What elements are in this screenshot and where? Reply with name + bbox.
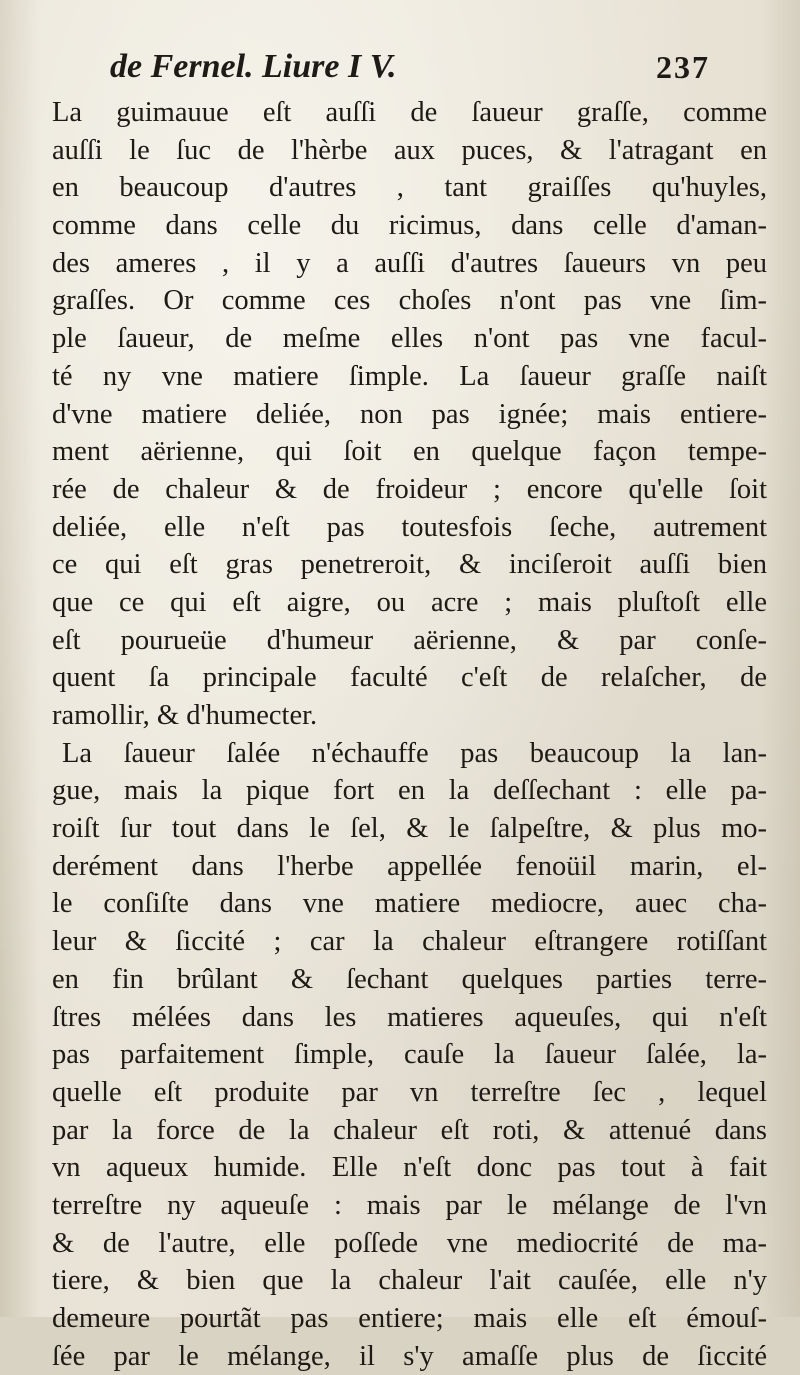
paragraph-end-line: ramollir, & d'humecter.	[52, 700, 318, 731]
text-line: en fin brûlant & ſechant quelques parties terre-	[52, 963, 767, 995]
text-line: quent ſa principale faculté c'eſt de relaſcher, de	[52, 662, 767, 694]
running-header	[110, 42, 710, 92]
text-line: que ce qui eſt aigre, ou acre ; mais pluſtoſt elle	[52, 586, 767, 618]
text-line: des ameres , il y a auſſi d'autres ſaueurs vn peu	[52, 247, 767, 279]
running-title: de Fernel. Liure I V.	[110, 48, 397, 85]
text-line: par la force de la chaleur eſt roti, & attenué dans	[52, 1114, 767, 1146]
text-line: ſtres mélées dans les matieres aqueuſes, qui n'eſt	[52, 1001, 767, 1033]
text-line: ple ſaueur, de meſme elles n'ont pas vne facul-	[52, 323, 767, 355]
page-number: 237	[656, 49, 710, 85]
text-line: demeure pourtãt pas entiere; mais elle eſt émouſ-	[52, 1303, 767, 1334]
text-line: terreſtre ny aqueuſe : mais par le mélange de l'vn	[52, 1189, 767, 1221]
text-line: deliée, elle n'eſt pas toutesfois ſeche, autrement	[52, 511, 767, 543]
text-line: en beaucoup d'autres , tant graiſſes qu'huyles,	[52, 172, 767, 204]
text-line: auſſi le ſuc de l'hèrbe aux puces, & l'atragant en	[52, 134, 767, 166]
text-line: tiere, & bien que la chaleur l'ait cauſée, elle n'y	[52, 1265, 767, 1297]
text-line: eſt pourueüe d'humeur aërienne, & par conſe-	[52, 624, 767, 656]
text-line: & de l'autre, elle poſſede vne mediocrité de ma-	[52, 1227, 767, 1259]
text-line: comme dans celle du ricimus, dans celle d'aman-	[52, 210, 767, 242]
text-line: té ny vne matiere ſimple. La ſaueur graſſe naiſt	[52, 360, 767, 392]
text-line: ſée par le mélange, il s'y amaſſe plus de ſiccité	[52, 1340, 767, 1372]
text-line: ment aërienne, qui ſoit en quelque façon tempe-	[52, 436, 767, 468]
paragraph-start-line: La ſaueur ſalée n'échauffe pas beaucoup la lan-	[62, 737, 767, 769]
text-line: vn aqueux humide. Elle n'eſt donc pas tout à fait	[52, 1152, 767, 1184]
text-line: le conſiſte dans vne matiere mediocre, auec cha-	[52, 888, 767, 920]
text-line: pas parfaitement ſimple, cauſe la ſaueur ſalée, la-	[52, 1039, 767, 1071]
text-line: d'vne matiere deliée, non pas ignée; mais entiere-	[52, 398, 767, 430]
body-text	[52, 94, 767, 1375]
text-line: La guimauue eſt auſſi de ſaueur graſſe, comme	[52, 97, 767, 128]
text-line: roiſt ſur tout dans le ſel, & le ſalpeſtre, & plus mo-	[52, 813, 767, 845]
text-line: rée de chaleur & de froideur ; encore qu'elle ſoit	[52, 473, 767, 505]
text-line: gue, mais la pique fort en la deſſechant : elle pa-	[52, 775, 767, 807]
text-line: quelle eſt produite par vn terreſtre ſec , lequel	[52, 1076, 767, 1108]
text-line: derément dans l'herbe appellée fenoüil marin, el-	[52, 850, 767, 882]
text-line: leur & ſiccité ; car la chaleur eſtrangere rotiſſant	[52, 926, 767, 958]
text-line: ce qui eſt gras penetreroit, & inciſeroit auſſi bien	[52, 549, 767, 581]
text-line: graſſes. Or comme ces choſes n'ont pas vne ſim-	[52, 285, 767, 317]
